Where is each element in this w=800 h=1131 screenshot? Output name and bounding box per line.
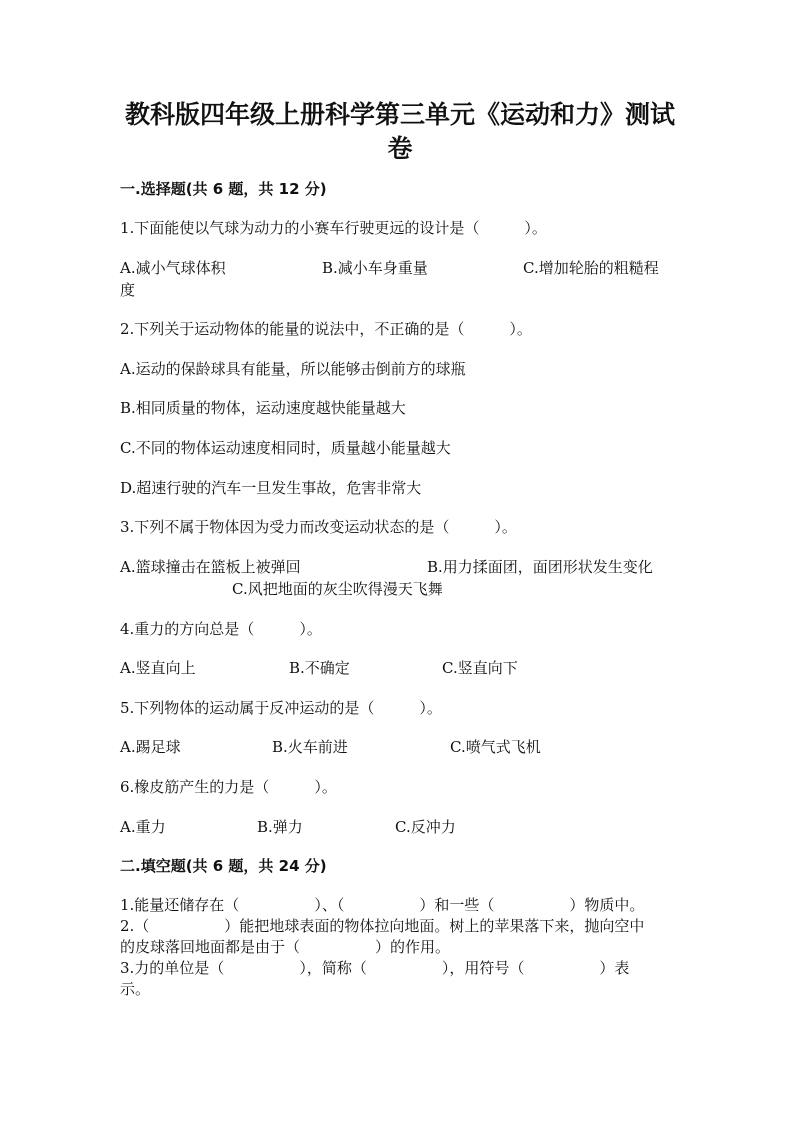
exam-title-line1: 教科版四年级上册科学第三单元《运动和力》测试	[124, 100, 675, 129]
question-1-option-c: C.增加轮胎的粗糙程	[523, 259, 659, 277]
question-6-option-c: C.反冲力	[395, 818, 456, 836]
question-3-stem: 3.下列不属于物体因为受力而改变运动状态的是（ ）。	[120, 518, 517, 536]
question-5-option-a: A.踢足球	[120, 738, 181, 756]
question-4-option-b: B.不确定	[289, 659, 350, 677]
question-5-option-b: B.火车前进	[272, 738, 348, 756]
exam-title-line2: 卷	[387, 134, 413, 163]
question-6-option-a: A.重力	[120, 818, 166, 836]
question-2-option-b: B.相同质量的物体，运动速度越快能量越大	[120, 399, 406, 417]
question-1-stem: 1.下面能使以气球为动力的小赛车行驶更远的设计是（ ）。	[120, 219, 547, 237]
fill-blank-line-5: 示。	[120, 980, 151, 998]
question-3-option-a: A.篮球撞击在篮板上被弹回	[120, 558, 301, 576]
question-3-option-c: C.风把地面的灰尘吹得漫天飞舞	[232, 580, 443, 598]
question-6-option-b: B.弹力	[257, 818, 303, 836]
question-1-option-b: B.减小车身重量	[322, 259, 428, 277]
question-2-option-d: D.超速行驶的汽车一旦发生事故，危害非常大	[120, 479, 422, 497]
question-3-option-b: B.用力揉面团，面团形状发生变化	[427, 558, 653, 576]
question-2-option-a: A.运动的保龄球具有能量，所以能够击倒前方的球瓶	[120, 360, 466, 378]
question-4-option-c: C.竖直向下	[442, 659, 518, 677]
question-5-option-c: C.喷气式飞机	[450, 738, 541, 756]
fill-blank-line-4: 3.力的单位是（ ），简称（ ），用符号（ ）表	[120, 959, 630, 977]
question-2-stem: 2.下列关于运动物体的能量的说法中，不正确的是（ ）。	[120, 320, 532, 338]
question-6-stem: 6.橡皮筋产生的力是（ ）。	[120, 778, 337, 796]
section2-heading: 二.填空题(共 6 题，共 24 分)	[120, 857, 327, 875]
section1-heading: 一.选择题(共 6 题，共 12 分)	[120, 180, 327, 198]
question-4-option-a: A.竖直向上	[120, 659, 196, 677]
question-1-option-a: A.减小气球体积	[120, 259, 226, 277]
fill-blank-line-1: 1.能量还储存在（ ）、（ ）和一些（ ）物质中。	[120, 896, 645, 914]
question-5-stem: 5.下列物体的运动属于反冲运动的是（ ）。	[120, 699, 442, 717]
question-2-option-c: C.不同的物体运动速度相同时，质量越小能量越大	[120, 439, 451, 457]
question-4-stem: 4.重力的方向总是（ ）。	[120, 620, 322, 638]
fill-blank-line-2: 2.（ ）能把地球表面的物体拉向地面。树上的苹果落下来，抛向空中	[120, 917, 645, 935]
fill-blank-line-3: 的皮球落回地面都是由于（ ）的作用。	[120, 938, 451, 956]
question-1-option-c-wrap: 度	[120, 281, 136, 299]
